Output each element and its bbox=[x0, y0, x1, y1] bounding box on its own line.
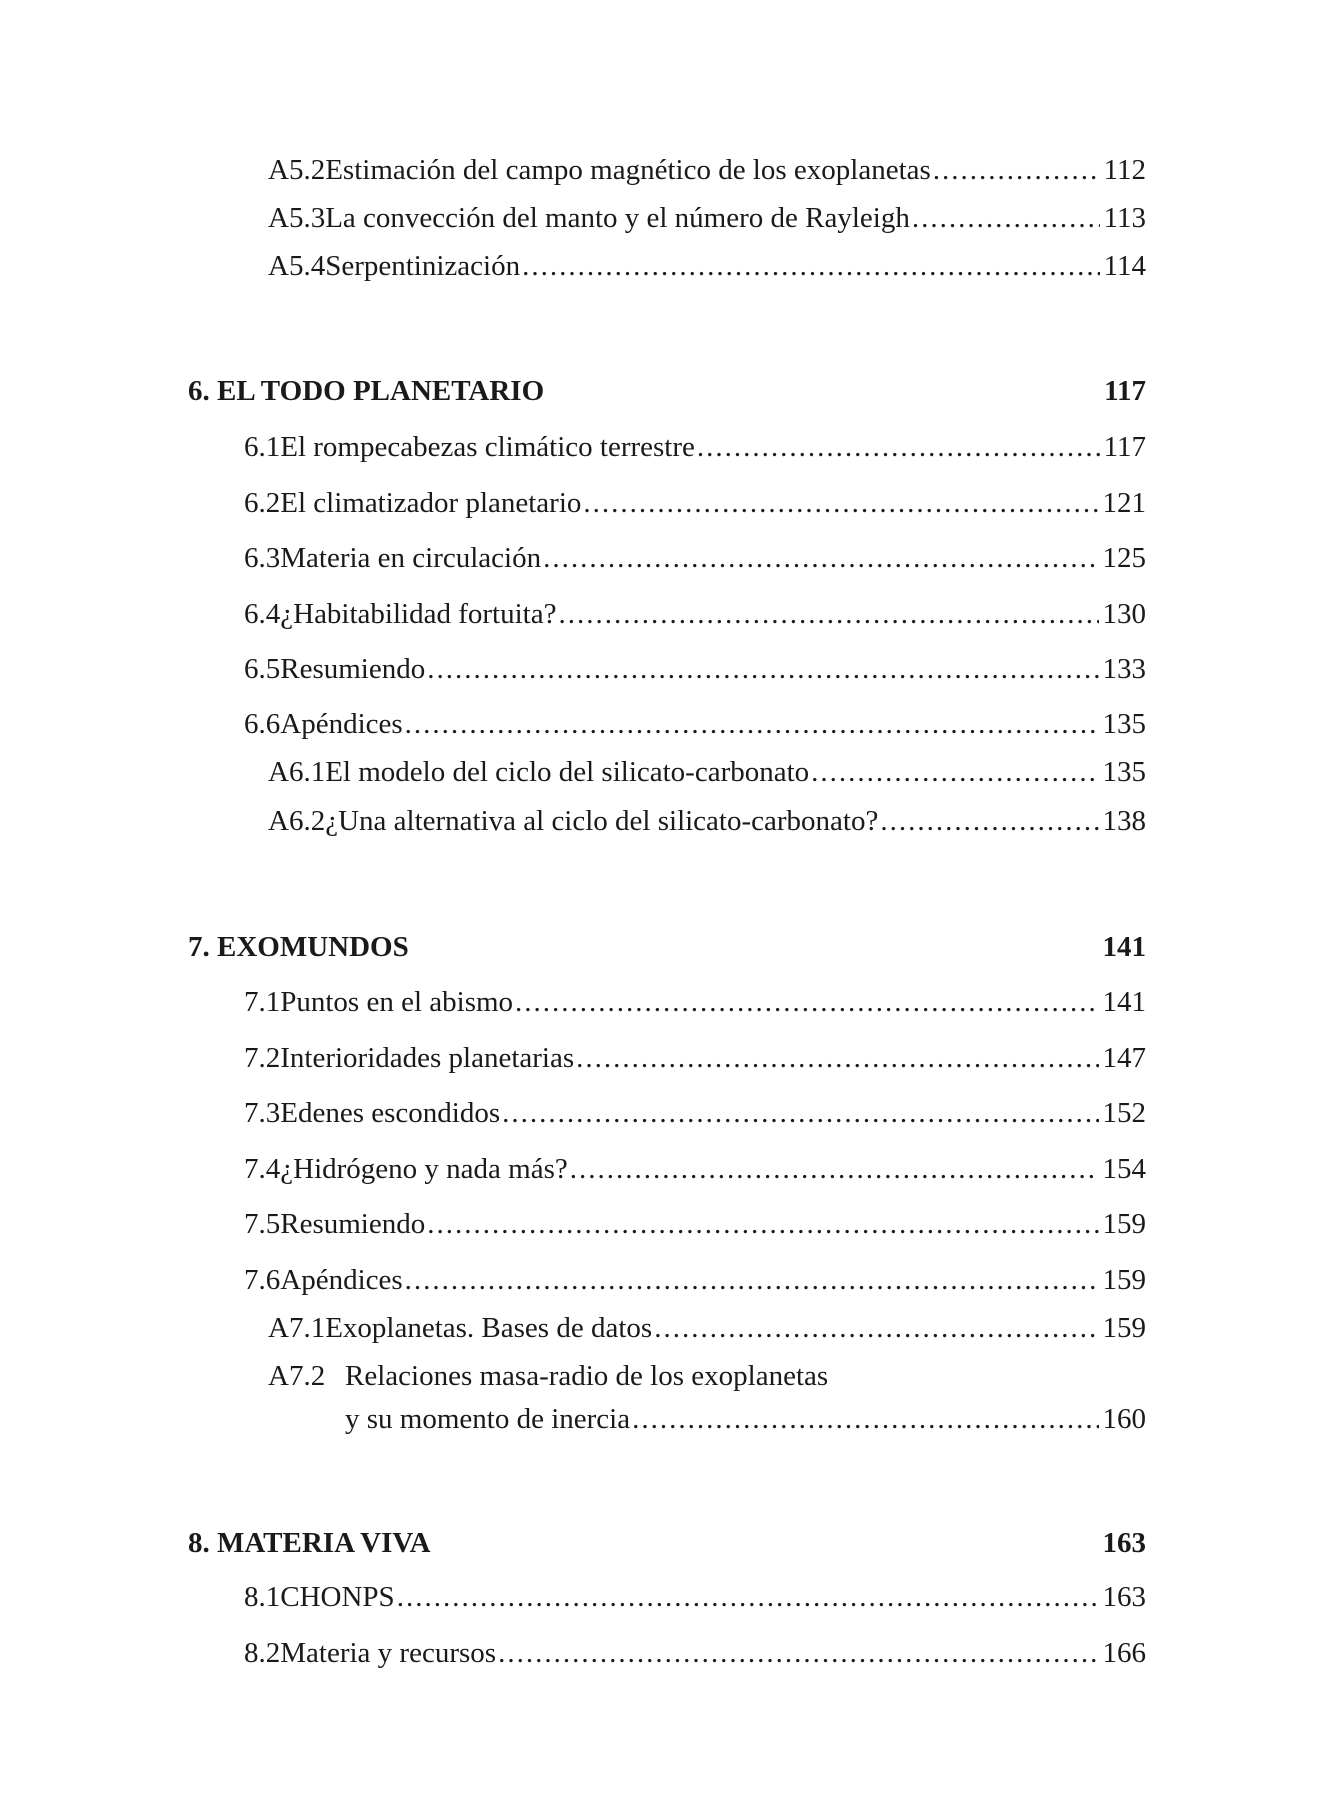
entry-title: Estimación del campo magnético de los exoplanetas bbox=[325, 154, 931, 186]
entry-page: 130 bbox=[1102, 598, 1146, 630]
toc-entry-6-3[interactable] bbox=[244, 538, 1146, 578]
toc-entry-7-4[interactable] bbox=[244, 1149, 1146, 1189]
entry-number: 6.5 bbox=[244, 653, 281, 685]
entry-page: 152 bbox=[1102, 1097, 1146, 1129]
entry-title: El climatizador planetario bbox=[280, 487, 582, 519]
dot-leader bbox=[654, 1308, 1098, 1348]
entry-page: 135 bbox=[1102, 756, 1146, 788]
entry-title: CHONPS bbox=[280, 1581, 395, 1613]
toc-entry-a7-2-second-line[interactable] bbox=[345, 1399, 1146, 1439]
entry-page: 117 bbox=[1103, 431, 1146, 463]
entry-page: 159 bbox=[1102, 1208, 1146, 1240]
entry-page: 160 bbox=[1102, 1403, 1146, 1435]
entry-number: A5.2 bbox=[268, 154, 326, 186]
toc-entry-7-1[interactable] bbox=[244, 982, 1146, 1022]
entry-page: 159 bbox=[1102, 1312, 1146, 1344]
toc-entry-6-4[interactable] bbox=[244, 594, 1146, 634]
entry-title: Exoplanetas. Bases de datos bbox=[325, 1312, 653, 1344]
dot-leader bbox=[405, 1260, 1099, 1300]
dot-leader bbox=[502, 1093, 1098, 1133]
entry-number: 6.3 bbox=[244, 542, 281, 574]
entry-title-continuation: y su momento de inercia bbox=[345, 1403, 631, 1435]
entry-page: 163 bbox=[1102, 1581, 1146, 1613]
entry-number: 7.6 bbox=[244, 1264, 281, 1296]
entry-title: Apéndices bbox=[280, 708, 403, 740]
entry-number: 7.2 bbox=[244, 1042, 281, 1074]
toc-entry-7-6[interactable] bbox=[244, 1260, 1146, 1300]
entry-page: 166 bbox=[1102, 1637, 1146, 1669]
dot-leader bbox=[498, 1633, 1098, 1673]
toc-chapter-8[interactable] bbox=[188, 1523, 1146, 1563]
dot-leader bbox=[515, 982, 1098, 1022]
entry-number: A5.3 bbox=[268, 202, 326, 234]
toc-entry-6-2[interactable] bbox=[244, 483, 1146, 523]
entry-page: 154 bbox=[1102, 1153, 1146, 1185]
dot-leader bbox=[880, 801, 1098, 841]
entry-page: 121 bbox=[1102, 487, 1146, 519]
chapter-title: 6. EL TODO PLANETARIO bbox=[188, 375, 545, 407]
entry-title: Puntos en el abismo bbox=[280, 986, 514, 1018]
entry-title: Interioridades planetarias bbox=[280, 1042, 575, 1074]
dot-leader bbox=[697, 427, 1100, 467]
entry-number: 8.1 bbox=[244, 1581, 281, 1613]
toc-entry-7-5[interactable] bbox=[244, 1204, 1146, 1244]
entry-number: 7.3 bbox=[244, 1097, 281, 1129]
dot-leader bbox=[397, 1577, 1099, 1617]
toc-entry-a6-1[interactable] bbox=[268, 752, 1146, 792]
toc-entry-a5-2[interactable] bbox=[268, 150, 1146, 190]
entry-title: Materia y recursos bbox=[280, 1637, 497, 1669]
entry-page: 141 bbox=[1102, 986, 1146, 1018]
entry-number: 7.4 bbox=[244, 1153, 281, 1185]
entry-number: A6.2 bbox=[268, 805, 326, 837]
entry-title: ¿Hidrógeno y nada más? bbox=[280, 1153, 568, 1185]
toc-entry-6-6[interactable] bbox=[244, 704, 1146, 744]
entry-title: La convección del manto y el número de Rayleigh bbox=[325, 202, 910, 234]
entry-number: 6.2 bbox=[244, 487, 281, 519]
entry-title: ¿Una alternativa al ciclo del silicato-carbonato? bbox=[325, 805, 879, 837]
entry-title: Edenes escondidos bbox=[280, 1097, 501, 1129]
entry-number: A6.1 bbox=[268, 756, 326, 788]
entry-page: 133 bbox=[1102, 653, 1146, 685]
chapter-page: 117 bbox=[1104, 375, 1146, 407]
dot-leader bbox=[427, 1204, 1098, 1244]
toc-entry-6-1[interactable] bbox=[244, 427, 1146, 467]
toc-entry-8-1[interactable] bbox=[244, 1577, 1146, 1617]
dot-leader bbox=[522, 246, 1099, 286]
dot-leader bbox=[912, 198, 1100, 238]
entry-page: 135 bbox=[1102, 708, 1146, 740]
toc-entry-7-2[interactable] bbox=[244, 1038, 1146, 1078]
entry-page: 114 bbox=[1103, 250, 1146, 282]
chapter-title: 7. EXOMUNDOS bbox=[188, 931, 409, 963]
entry-title: El modelo del ciclo del silicato-carbonato bbox=[325, 756, 810, 788]
entry-number: 6.1 bbox=[244, 431, 281, 463]
toc-entry-a7-2-first-line[interactable] bbox=[268, 1356, 828, 1396]
dot-leader bbox=[570, 1149, 1099, 1189]
toc-chapter-6[interactable] bbox=[188, 371, 1146, 411]
entry-title: Apéndices bbox=[280, 1264, 403, 1296]
entry-page: 159 bbox=[1102, 1264, 1146, 1296]
chapter-title: 8. MATERIA VIVA bbox=[188, 1527, 431, 1559]
entry-title: Materia en circulación bbox=[280, 542, 542, 574]
entry-page: 147 bbox=[1102, 1042, 1146, 1074]
dot-leader bbox=[811, 752, 1098, 792]
entry-title: El rompecabezas climático terrestre bbox=[280, 431, 695, 463]
entry-number: A5.4 bbox=[268, 250, 326, 282]
dot-leader bbox=[543, 538, 1098, 578]
toc-entry-a7-1[interactable] bbox=[268, 1308, 1146, 1348]
entry-number: 8.2 bbox=[244, 1637, 281, 1669]
toc-chapter-7[interactable] bbox=[188, 927, 1146, 967]
entry-title: Resumiendo bbox=[280, 653, 426, 685]
dot-leader bbox=[427, 649, 1098, 689]
entry-title: Serpentinización bbox=[325, 250, 521, 282]
entry-number: 7.1 bbox=[244, 986, 281, 1018]
chapter-page: 163 bbox=[1102, 1527, 1146, 1559]
toc-entry-8-2[interactable] bbox=[244, 1633, 1146, 1673]
toc-entry-a6-2[interactable] bbox=[268, 801, 1146, 841]
entry-number: 6.4 bbox=[244, 598, 281, 630]
dot-leader bbox=[405, 704, 1099, 744]
toc-entry-7-3[interactable] bbox=[244, 1093, 1146, 1133]
entry-title: Resumiendo bbox=[280, 1208, 426, 1240]
entry-title: ¿Habitabilidad fortuita? bbox=[280, 598, 557, 630]
toc-entry-a5-4[interactable] bbox=[268, 246, 1146, 286]
entry-title: Relaciones masa-radio de los exoplanetas bbox=[345, 1360, 829, 1392]
entry-number: 6.6 bbox=[244, 708, 281, 740]
entry-page: 125 bbox=[1102, 542, 1146, 574]
entry-number: A7.1 bbox=[268, 1312, 326, 1344]
dot-leader bbox=[933, 150, 1100, 190]
entry-page: 112 bbox=[1103, 154, 1146, 186]
entry-number: A7.2 bbox=[268, 1360, 326, 1392]
chapter-page: 141 bbox=[1102, 931, 1146, 963]
dot-leader bbox=[583, 483, 1098, 523]
entry-page: 138 bbox=[1102, 805, 1146, 837]
dot-leader bbox=[576, 1038, 1098, 1078]
toc-entry-6-5[interactable] bbox=[244, 649, 1146, 689]
entry-number: 7.5 bbox=[244, 1208, 281, 1240]
toc-entry-a5-3[interactable] bbox=[268, 198, 1146, 238]
dot-leader bbox=[632, 1399, 1098, 1439]
dot-leader bbox=[558, 594, 1098, 634]
entry-page: 113 bbox=[1103, 202, 1146, 234]
